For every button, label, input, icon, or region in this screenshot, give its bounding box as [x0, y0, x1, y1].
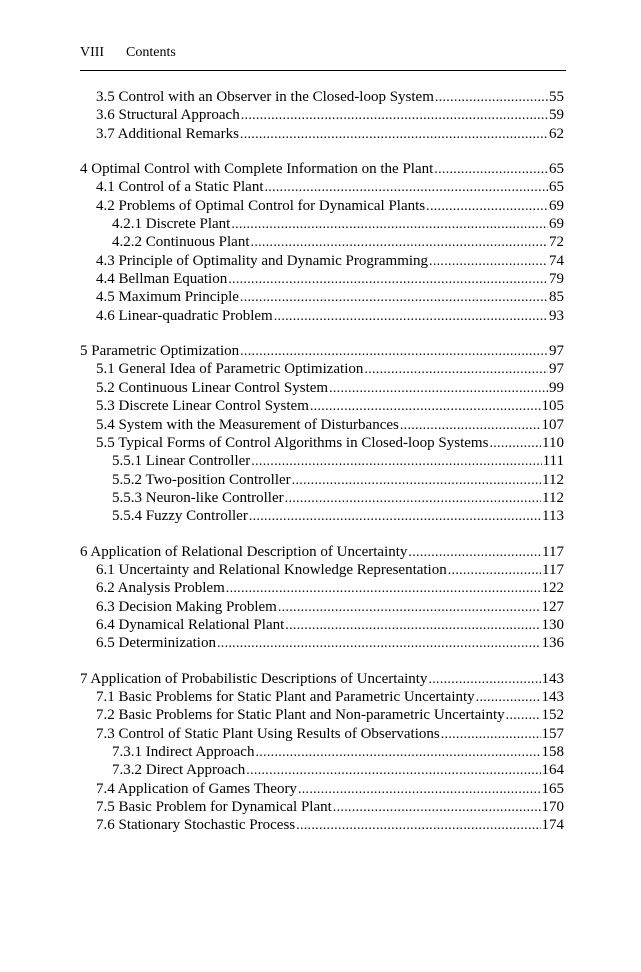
- dot-leader: [426, 198, 548, 216]
- toc-entry[interactable]: [80, 342, 564, 360]
- toc-entry-page: 158: [541, 744, 564, 760]
- dot-leader: [228, 271, 548, 289]
- toc-entry[interactable]: [80, 489, 564, 507]
- toc-entry-page: 117: [542, 561, 564, 578]
- table-of-contents: [80, 88, 564, 835]
- toc-entry-page: 79: [549, 271, 564, 288]
- dot-leader: [226, 580, 541, 598]
- toc-entry-page: 97: [549, 343, 564, 360]
- dot-leader: [428, 671, 540, 689]
- toc-entry-page: 136: [541, 635, 564, 652]
- toc-entry-title: 6 Application of Relational Description of Uncertainty: [80, 543, 408, 560]
- dot-leader: [435, 89, 548, 107]
- dot-leader: [333, 799, 541, 817]
- toc-entry-title: 4.6 Linear-quadratic Problem: [96, 307, 273, 324]
- toc-entry[interactable]: [80, 543, 564, 561]
- toc-entry-title: 5.5.4 Fuzzy Controller: [112, 508, 248, 525]
- toc-entry-page: 55: [549, 89, 564, 105]
- dot-leader: [285, 617, 540, 635]
- toc-entry-page: 143: [541, 670, 564, 687]
- toc-entry[interactable]: [80, 507, 564, 525]
- toc-entry-page: 111: [542, 453, 564, 470]
- toc-entry-title: 7.5 Basic Problem for Dynamical Plant: [96, 799, 332, 816]
- toc-entry[interactable]: [80, 178, 564, 196]
- dot-leader: [249, 508, 541, 526]
- toc-entry-page: 65: [549, 179, 564, 196]
- page-number: VIII: [80, 45, 105, 60]
- toc-entry[interactable]: [80, 471, 564, 489]
- toc-entry[interactable]: [80, 598, 564, 616]
- toc-entry-page: 113: [542, 508, 564, 525]
- dot-leader: [240, 343, 548, 361]
- section-gap: [80, 653, 564, 670]
- dot-leader: [310, 398, 541, 416]
- running-title: Contents: [126, 45, 176, 60]
- toc-entry[interactable]: [80, 360, 564, 378]
- toc-entry-page: 130: [541, 616, 564, 633]
- toc-entry-title: 7.2 Basic Problems for Static Plant and Non-parametric Uncertainty: [96, 707, 505, 724]
- toc-entry-title: 7.1 Basic Problems for Static Plant and Parametric Uncertainty: [96, 688, 475, 705]
- toc-entry[interactable]: [80, 252, 564, 270]
- toc-entry-page: 127: [541, 598, 564, 615]
- dot-leader: [264, 179, 548, 197]
- toc-entry[interactable]: [80, 307, 564, 325]
- toc-entry-title: 5.4 System with the Measurement of Disturbances: [96, 416, 399, 433]
- toc-entry-title: 6.4 Dynamical Relational Plant: [96, 616, 285, 633]
- toc-entry-page: 69: [549, 197, 564, 214]
- toc-entry[interactable]: [80, 616, 564, 634]
- toc-entry-page: 107: [541, 416, 564, 433]
- toc-entry-title: 6.5 Determinization: [96, 635, 216, 652]
- toc-entry-page: 99: [549, 379, 564, 396]
- toc-entry[interactable]: [80, 125, 564, 143]
- toc-entry-title: 4.2.1 Discrete Plant: [112, 216, 231, 233]
- section-gap: [80, 143, 564, 160]
- dot-leader: [240, 126, 548, 144]
- dot-leader: [246, 762, 540, 780]
- toc-entry-title: 5.5.2 Two-position Controller: [112, 471, 291, 488]
- dot-leader: [285, 490, 541, 508]
- toc-entry[interactable]: [80, 434, 564, 452]
- toc-entry-title: 5.5.1 Linear Controller: [112, 453, 251, 470]
- dot-leader: [476, 689, 541, 707]
- toc-entry[interactable]: [80, 233, 564, 251]
- dot-leader: [364, 361, 548, 379]
- toc-entry[interactable]: [80, 725, 564, 743]
- toc-entry-page: 165: [541, 780, 564, 797]
- dot-leader: [251, 234, 548, 252]
- toc-entry-title: 4.4 Bellman Equation: [96, 271, 228, 288]
- section-gap: [80, 325, 564, 342]
- toc-entry-title: 5.3 Discrete Linear Control System: [96, 398, 309, 415]
- dot-leader: [217, 635, 541, 653]
- toc-entry-page: 65: [549, 161, 564, 178]
- dot-leader: [298, 781, 541, 799]
- toc-entry[interactable]: [80, 816, 564, 834]
- toc-entry[interactable]: [80, 288, 564, 306]
- dot-leader: [251, 453, 541, 471]
- toc-entry[interactable]: [80, 215, 564, 233]
- dot-leader: [255, 744, 540, 762]
- toc-entry[interactable]: [80, 561, 564, 579]
- toc-entry[interactable]: [80, 579, 564, 597]
- toc-entry-page: 122: [541, 580, 564, 597]
- section-gap: [80, 526, 564, 543]
- toc-entry-title: 6.2 Analysis Problem: [96, 580, 225, 597]
- dot-leader: [296, 817, 540, 835]
- toc-entry-title: 5.5.3 Neuron-like Controller: [112, 489, 284, 506]
- toc-entry-page: 112: [542, 471, 564, 488]
- toc-entry[interactable]: [80, 197, 564, 215]
- toc-entry-title: 7 Application of Probabilistic Descriptions of Uncertainty: [80, 670, 428, 687]
- toc-entry-title: 7.4 Application of Games Theory: [96, 780, 297, 797]
- toc-entry-title: 5.2 Continuous Linear Control System: [96, 379, 329, 396]
- toc-entry-page: 112: [542, 489, 564, 506]
- toc-entry-page: 85: [549, 289, 564, 306]
- toc-entry-page: 143: [541, 688, 564, 705]
- toc-entry-title: 4.5 Maximum Principle: [96, 289, 239, 306]
- toc-entry[interactable]: [80, 706, 564, 724]
- toc-entry-page: 117: [542, 543, 564, 560]
- dot-leader: [292, 472, 541, 490]
- toc-entry[interactable]: [80, 634, 564, 652]
- toc-entry-page: 59: [549, 107, 564, 124]
- toc-entry-title: 5.5 Typical Forms of Control Algorithms in Closed-loop Systems: [96, 434, 489, 451]
- dot-leader: [448, 562, 541, 580]
- toc-entry-page: 72: [549, 234, 564, 251]
- dot-leader: [506, 707, 541, 725]
- dot-leader: [489, 435, 541, 453]
- toc-entry-title: 4.2 Problems of Optimal Control for Dynamical Plants: [96, 197, 426, 214]
- toc-entry[interactable]: [80, 397, 564, 415]
- toc-entry[interactable]: [80, 270, 564, 288]
- dot-leader: [274, 308, 548, 326]
- toc-entry[interactable]: [80, 743, 564, 761]
- toc-entry-title: 7.3 Control of Static Plant Using Results of Observations: [96, 725, 440, 742]
- toc-entry-page: 74: [549, 252, 564, 269]
- toc-entry-page: 105: [541, 398, 564, 415]
- toc-entry-title: 4.3 Principle of Optimality and Dynamic Programming: [96, 252, 429, 269]
- toc-entry-page: 174: [541, 817, 564, 834]
- toc-entry-title: 5.1 General Idea of Parametric Optimization: [96, 361, 364, 378]
- toc-entry-page: 62: [549, 125, 564, 142]
- page-header: [80, 44, 566, 71]
- toc-entry-title: 7.3.1 Indirect Approach: [112, 744, 255, 760]
- dot-leader: [241, 107, 548, 125]
- toc-entry-page: 157: [541, 725, 564, 742]
- toc-entry-page: 97: [549, 361, 564, 378]
- toc-entry-title: 4.1 Control of a Static Plant: [96, 179, 264, 196]
- toc-entry-page: 152: [541, 707, 564, 724]
- dot-leader: [408, 544, 541, 562]
- toc-entry[interactable]: [80, 88, 564, 106]
- toc-entry-title: 3.5 Control with an Observer in the Closed-loop System: [96, 89, 434, 105]
- dot-leader: [441, 726, 541, 744]
- dot-leader: [434, 161, 548, 179]
- dot-leader: [240, 289, 548, 307]
- toc-entry-title: 4 Optimal Control with Complete Information on the Plant: [80, 161, 434, 178]
- toc-entry-title: 4.2.2 Continuous Plant: [112, 234, 250, 251]
- toc-entry[interactable]: [80, 416, 564, 434]
- toc-entry[interactable]: [80, 688, 564, 706]
- dot-leader: [278, 599, 541, 617]
- toc-entry[interactable]: [80, 780, 564, 798]
- toc-entry-title: 3.7 Additional Remarks: [96, 125, 239, 142]
- toc-entry-page: 164: [541, 762, 564, 779]
- dot-leader: [329, 380, 548, 398]
- toc-entry-page: 110: [542, 434, 564, 451]
- dot-leader: [231, 216, 548, 234]
- toc-entry-title: 6.3 Decision Making Problem: [96, 598, 277, 615]
- toc-entry[interactable]: [80, 106, 564, 124]
- dot-leader: [429, 253, 548, 271]
- toc-entry[interactable]: [80, 798, 564, 816]
- toc-entry[interactable]: [80, 452, 564, 470]
- toc-entry-title: 3.6 Structural Approach: [96, 107, 240, 124]
- dot-leader: [400, 417, 541, 435]
- toc-entry[interactable]: [80, 670, 564, 688]
- toc-entry[interactable]: [80, 761, 564, 779]
- toc-entry-title: 6.1 Uncertainty and Relational Knowledge Representation: [96, 561, 447, 578]
- toc-entry-title: 7.6 Stationary Stochastic Process: [96, 817, 296, 834]
- toc-entry-page: 170: [541, 799, 564, 816]
- toc-entry-page: 93: [549, 307, 564, 324]
- toc-entry[interactable]: [80, 379, 564, 397]
- toc-entry[interactable]: [80, 160, 564, 178]
- toc-entry-title: 7.3.2 Direct Approach: [112, 762, 246, 779]
- toc-entry-title: 5 Parametric Optimization: [80, 343, 240, 360]
- toc-entry-page: 69: [549, 216, 564, 233]
